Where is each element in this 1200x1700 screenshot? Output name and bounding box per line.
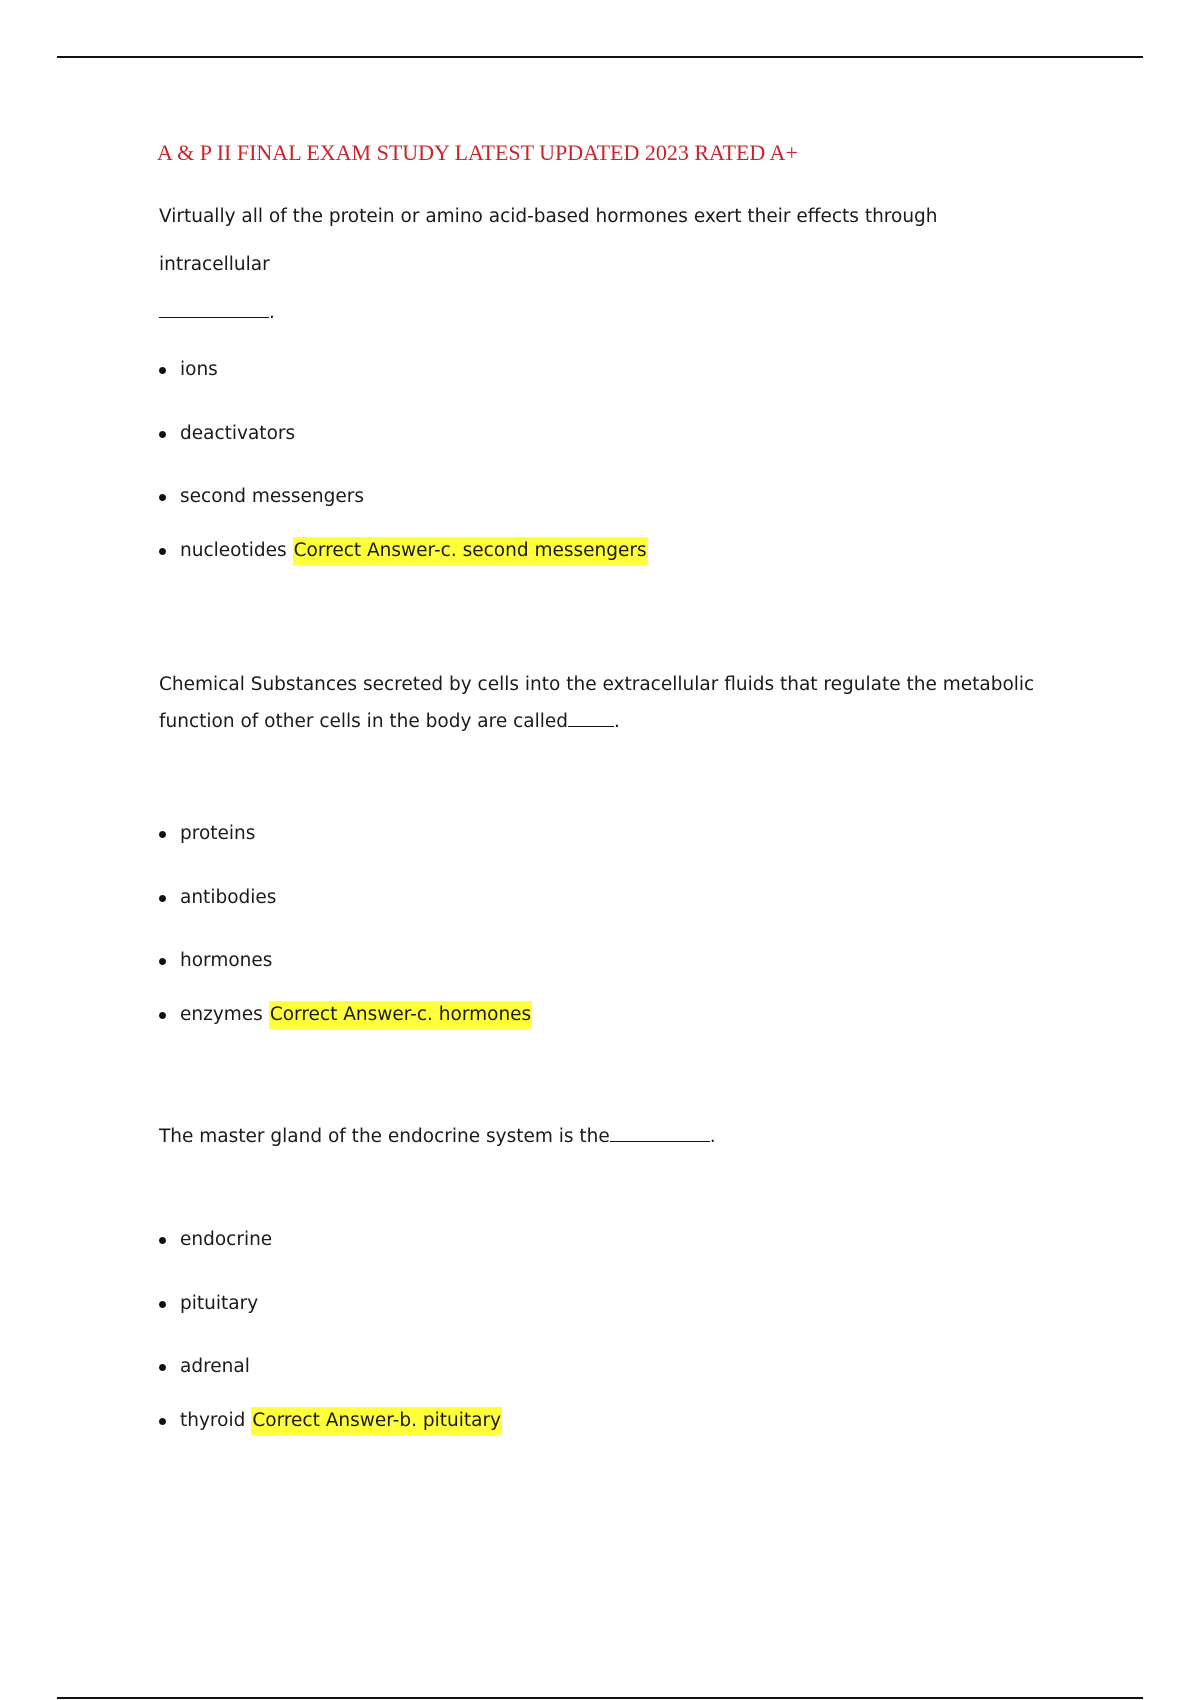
bullet-icon — [159, 431, 166, 438]
question-1-blank — [159, 299, 269, 319]
correct-answer-highlight: Correct Answer-b. pituitary — [251, 1407, 502, 1435]
bullet-icon — [159, 1012, 166, 1019]
option-label: deactivators — [180, 423, 296, 444]
bullet-icon — [159, 367, 166, 374]
option-item — [159, 1407, 502, 1435]
option-label: endocrine — [180, 1229, 273, 1250]
question-2-blank — [568, 708, 614, 728]
bullet-icon — [159, 1364, 166, 1371]
top-rule — [57, 56, 1143, 58]
option-item — [159, 483, 364, 511]
question-3-blank — [610, 1123, 710, 1143]
question-3-suffix: . — [709, 1126, 716, 1147]
bullet-icon — [159, 1301, 166, 1308]
document-title: A & P II FINAL EXAM STUDY LATEST UPDATED 2023 RATED A+ — [157, 140, 798, 165]
bullet-icon — [159, 494, 166, 501]
bullet-icon — [159, 958, 166, 965]
option-item — [159, 1290, 258, 1318]
option-item — [159, 1226, 272, 1254]
option-label: ions — [180, 359, 218, 380]
question-1-text — [159, 193, 1039, 337]
question-2-suffix: . — [614, 711, 620, 732]
option-item — [159, 820, 255, 848]
bullet-icon — [159, 1237, 166, 1244]
option-item — [159, 420, 295, 448]
question-2-text — [159, 666, 1039, 740]
question-1-suffix: . — [269, 302, 275, 323]
question-2-stem: Chemical Substances secreted by cells into the extracellular fluids that regulate the metabolic function of other cells in the body are called — [159, 674, 1035, 732]
option-label: thyroid — [180, 1410, 246, 1431]
option-label: pituitary — [180, 1293, 259, 1314]
bullet-icon — [159, 548, 166, 555]
question-3-text — [159, 1118, 1039, 1155]
question-1-stem: Virtually all of the protein or amino acid-based hormones exert their effects through intracellular — [159, 206, 938, 275]
option-label: hormones — [180, 950, 273, 971]
option-item — [159, 1001, 532, 1029]
option-item — [159, 884, 276, 912]
option-item — [159, 537, 648, 565]
option-item — [159, 947, 272, 975]
option-label: enzymes — [180, 1004, 263, 1025]
option-label: antibodies — [180, 887, 277, 908]
option-label: proteins — [180, 823, 256, 844]
option-label: nucleotides — [180, 540, 287, 561]
option-label: adrenal — [180, 1356, 250, 1377]
correct-answer-highlight: Correct Answer-c. second messengers — [293, 537, 648, 565]
bottom-rule — [57, 1697, 1143, 1699]
option-item — [159, 356, 218, 384]
correct-answer-highlight: Correct Answer-c. hormones — [269, 1001, 532, 1029]
option-item — [159, 1353, 250, 1381]
bullet-icon — [159, 895, 166, 902]
question-3-stem: The master gland of the endocrine system is the — [159, 1126, 610, 1147]
bullet-icon — [159, 1418, 166, 1425]
bullet-icon — [159, 831, 166, 838]
option-label: second messengers — [180, 486, 365, 507]
